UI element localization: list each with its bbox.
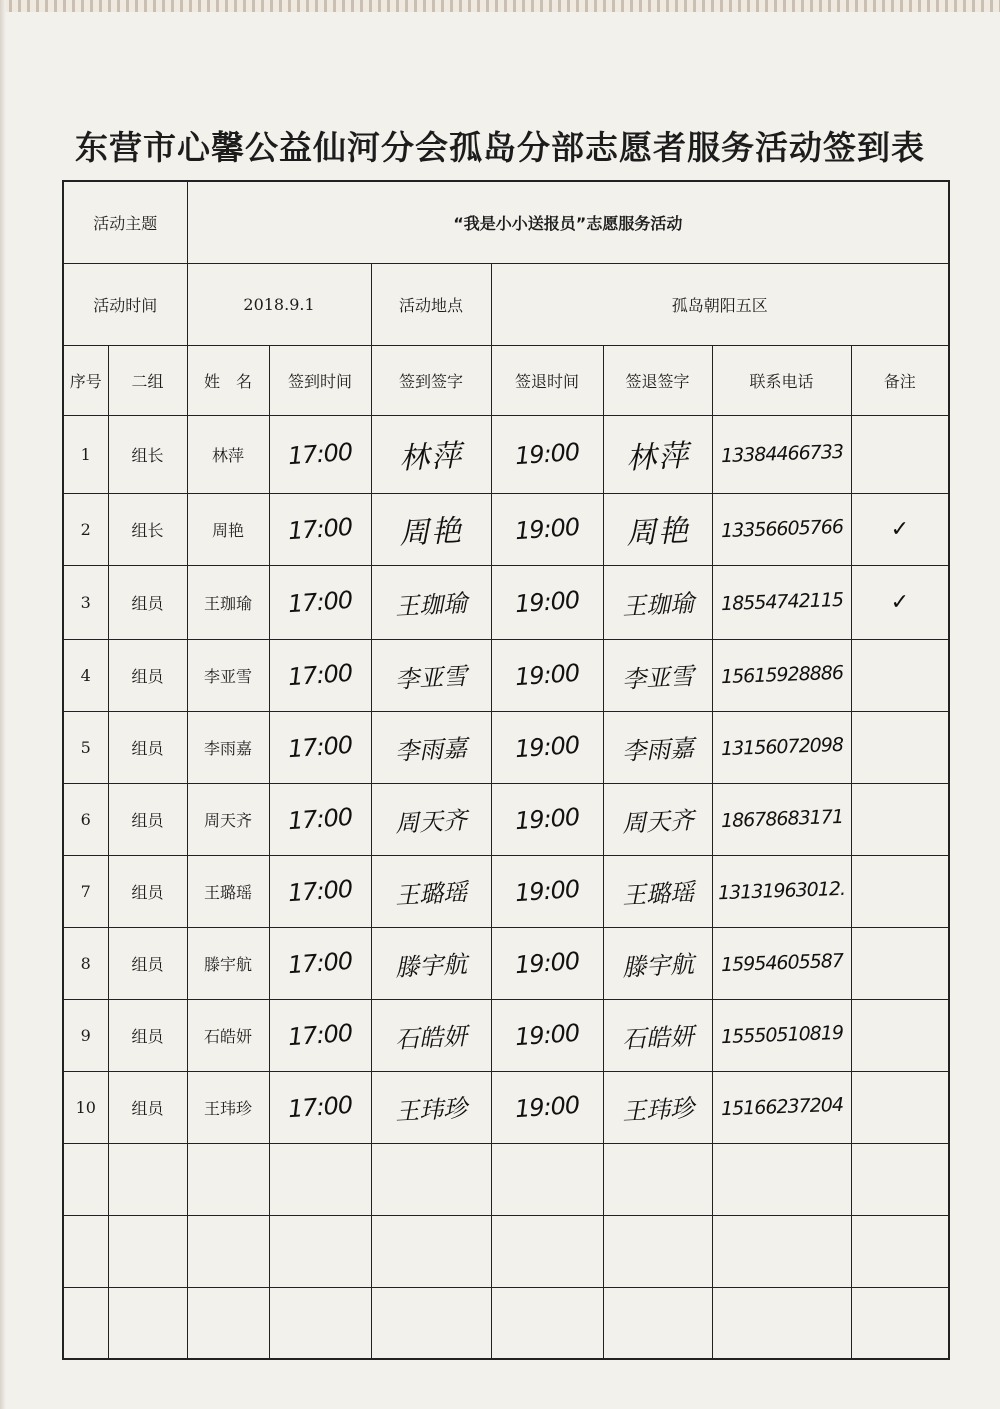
row-sign-in-time-cell	[269, 783, 371, 855]
row-note-cell	[851, 565, 949, 639]
activity-theme: “我是小小送报员”志愿服务活动	[187, 181, 949, 263]
row-sign-in-signature: 周艳	[398, 513, 465, 552]
empty-cell	[187, 1143, 269, 1215]
time-place-row	[63, 263, 949, 345]
row-sign-in-signature-cell	[371, 999, 491, 1071]
row-sign-out-signature-cell	[603, 783, 712, 855]
row-phone-cell	[712, 415, 851, 493]
empty-cell	[108, 1215, 187, 1287]
row-phone-cell	[712, 999, 851, 1071]
row-sign-in-signature: 李亚雪	[394, 661, 468, 694]
col-header-in-sign: 签到签字	[371, 345, 491, 415]
empty-row	[63, 1287, 949, 1359]
row-phone: 13356605766	[720, 515, 843, 543]
activity-place: 孤岛朝阳五区	[491, 263, 949, 345]
empty-cell	[851, 1287, 949, 1359]
empty-cell	[371, 1215, 491, 1287]
page-title: 东营市心馨公益仙河分会孤岛分部志愿者服务活动签到表	[75, 128, 925, 167]
row-sign-out-time-cell	[491, 565, 603, 639]
row-number: 5	[80, 737, 91, 757]
row-sign-out-time: 19:00	[514, 1090, 580, 1124]
row-sign-in-signature-cell	[371, 927, 491, 999]
row-sign-out-signature-cell	[603, 711, 712, 783]
page-shadow	[0, 0, 6, 1409]
row-sign-out-signature: 周艳	[624, 513, 691, 552]
row-number-cell	[63, 415, 108, 493]
row-sign-out-time: 19:00	[514, 585, 580, 619]
row-sign-in-signature-cell	[371, 565, 491, 639]
row-sign-in-time: 17:00	[287, 730, 353, 764]
empty-cell	[63, 1287, 108, 1359]
row-sign-in-signature: 李雨嘉	[394, 733, 468, 766]
row-sign-in-time-cell	[269, 565, 371, 639]
table-row	[63, 493, 949, 565]
row-sign-out-time: 19:00	[514, 946, 580, 980]
row-sign-in-signature-cell	[371, 783, 491, 855]
row-sign-out-time: 19:00	[514, 1018, 580, 1052]
row-name-cell	[187, 999, 269, 1071]
row-phone: 15550510819	[720, 1021, 843, 1049]
row-note-cell	[851, 999, 949, 1071]
row-sign-in-time: 17:00	[287, 946, 353, 980]
row-number: 3	[80, 592, 91, 612]
table-row	[63, 639, 949, 711]
row-sign-in-signature: 周天齐	[394, 805, 468, 838]
col-header-phone: 联系电话	[712, 345, 851, 415]
row-sign-in-signature-cell	[371, 711, 491, 783]
theme-label: 活动主题	[63, 181, 187, 263]
table-row	[63, 415, 949, 493]
row-phone: 15615928886	[720, 661, 843, 689]
row-phone: 13131963012.	[717, 877, 846, 905]
row-name-cell	[187, 927, 269, 999]
paper-edge	[0, 0, 1000, 12]
col-header-name: 姓 名	[187, 345, 269, 415]
row-group: 组长	[131, 445, 164, 465]
row-name: 王玮珍	[204, 1098, 253, 1118]
empty-cell	[603, 1143, 712, 1215]
row-sign-out-signature: 周天齐	[620, 805, 695, 838]
row-number: 9	[80, 1025, 91, 1045]
row-sign-out-time-cell	[491, 927, 603, 999]
row-sign-in-signature-cell	[371, 415, 491, 493]
empty-row	[63, 1143, 949, 1215]
row-name-cell	[187, 855, 269, 927]
empty-cell	[187, 1287, 269, 1359]
empty-cell	[269, 1215, 371, 1287]
row-sign-in-signature-cell	[371, 855, 491, 927]
row-phone-cell	[712, 855, 851, 927]
col-header-no: 序号	[63, 345, 108, 415]
row-group: 组员	[131, 1026, 164, 1046]
row-sign-in-signature: 王珈瑜	[394, 588, 468, 621]
row-number: 1	[80, 444, 91, 464]
row-name-cell	[187, 1071, 269, 1143]
row-phone-cell	[712, 783, 851, 855]
row-sign-out-time-cell	[491, 1071, 603, 1143]
empty-cell	[371, 1287, 491, 1359]
row-number-cell	[63, 565, 108, 639]
row-group-cell	[108, 783, 187, 855]
row-name-cell	[187, 783, 269, 855]
row-number-cell	[63, 493, 108, 565]
row-sign-in-time-cell	[269, 999, 371, 1071]
row-group: 组员	[131, 882, 164, 902]
row-group: 组长	[131, 520, 164, 540]
row-sign-out-time: 19:00	[514, 437, 580, 471]
row-name-cell	[187, 565, 269, 639]
row-sign-in-time-cell	[269, 639, 371, 711]
row-sign-in-time: 17:00	[287, 1018, 353, 1052]
row-sign-out-time: 19:00	[514, 874, 580, 908]
row-number: 2	[80, 519, 91, 539]
empty-cell	[851, 1215, 949, 1287]
row-phone-cell	[712, 639, 851, 711]
row-sign-in-time-cell	[269, 415, 371, 493]
row-group-cell	[108, 415, 187, 493]
row-sign-out-signature-cell	[603, 565, 712, 639]
empty-cell	[603, 1287, 712, 1359]
row-name: 李雨嘉	[204, 738, 253, 758]
row-group-cell	[108, 1071, 187, 1143]
row-phone: 15954605587	[720, 949, 843, 977]
row-note-cell	[851, 493, 949, 565]
row-sign-out-signature-cell	[603, 855, 712, 927]
time-label: 活动时间	[63, 263, 187, 345]
row-number-cell	[63, 639, 108, 711]
row-sign-in-signature: 王璐瑶	[394, 877, 468, 910]
row-note-cell	[851, 711, 949, 783]
theme-row	[63, 181, 949, 263]
row-number-cell	[63, 711, 108, 783]
empty-cell	[712, 1287, 851, 1359]
row-sign-in-time-cell	[269, 1071, 371, 1143]
row-note-cell	[851, 1071, 949, 1143]
row-sign-in-time: 17:00	[287, 585, 353, 619]
row-sign-out-time-cell	[491, 639, 603, 711]
row-sign-out-time: 19:00	[514, 658, 580, 692]
row-name: 周天齐	[204, 810, 253, 830]
row-group-cell	[108, 927, 187, 999]
row-name-cell	[187, 711, 269, 783]
col-header-in-time: 签到时间	[269, 345, 371, 415]
row-phone-cell	[712, 1071, 851, 1143]
row-sign-in-time-cell	[269, 855, 371, 927]
empty-cell	[851, 1143, 949, 1215]
table-row	[63, 927, 949, 999]
row-group-cell	[108, 493, 187, 565]
row-sign-out-signature-cell	[603, 927, 712, 999]
empty-cell	[712, 1143, 851, 1215]
row-sign-out-signature: 王珈瑜	[620, 588, 695, 621]
row-phone-cell	[712, 565, 851, 639]
row-name-cell	[187, 493, 269, 565]
row-sign-out-signature-cell	[603, 999, 712, 1071]
row-number-cell	[63, 855, 108, 927]
row-phone-cell	[712, 927, 851, 999]
row-sign-out-time-cell	[491, 783, 603, 855]
row-sign-in-signature: 王玮珍	[394, 1093, 468, 1126]
row-note: ✓	[890, 589, 910, 615]
row-sign-out-time: 19:00	[514, 512, 580, 546]
row-note: ✓	[890, 516, 910, 542]
row-name: 王璐瑶	[204, 882, 253, 902]
row-sign-out-time-cell	[491, 999, 603, 1071]
row-phone: 13156072098	[720, 733, 843, 761]
row-number-cell	[63, 927, 108, 999]
col-header-group: 二组	[108, 345, 187, 415]
row-group: 组员	[131, 738, 164, 758]
row-sign-in-time: 17:00	[287, 658, 353, 692]
row-name: 周艳	[212, 520, 245, 540]
row-sign-out-time-cell	[491, 493, 603, 565]
row-sign-out-signature: 滕宇航	[620, 949, 695, 982]
table-row	[63, 783, 949, 855]
row-note-cell	[851, 415, 949, 493]
header-row	[63, 345, 949, 415]
table-row	[63, 1071, 949, 1143]
col-header-note: 备注	[851, 345, 949, 415]
row-sign-out-time: 19:00	[514, 730, 580, 764]
row-sign-in-signature: 林萍	[398, 438, 465, 477]
row-group: 组员	[131, 666, 164, 686]
place-label: 活动地点	[371, 263, 491, 345]
table-row	[63, 999, 949, 1071]
row-group-cell	[108, 565, 187, 639]
empty-row	[63, 1215, 949, 1287]
row-group: 组员	[131, 954, 164, 974]
empty-cell	[371, 1143, 491, 1215]
sign-in-table	[62, 180, 950, 1360]
row-sign-out-time-cell	[491, 711, 603, 783]
empty-cell	[491, 1287, 603, 1359]
row-phone-cell	[712, 493, 851, 565]
empty-cell	[63, 1215, 108, 1287]
table-row	[63, 565, 949, 639]
row-sign-out-signature: 王璐瑶	[620, 877, 695, 910]
row-sign-in-time: 17:00	[287, 512, 353, 546]
row-number: 6	[80, 809, 91, 829]
row-sign-in-time: 17:00	[287, 802, 353, 836]
row-group: 组员	[131, 593, 164, 613]
row-sign-out-time: 19:00	[514, 802, 580, 836]
row-number: 8	[80, 953, 91, 973]
empty-cell	[108, 1143, 187, 1215]
row-number: 4	[80, 665, 91, 685]
row-note-cell	[851, 783, 949, 855]
row-group-cell	[108, 639, 187, 711]
row-sign-out-signature: 李亚雪	[620, 661, 695, 694]
row-sign-in-time-cell	[269, 927, 371, 999]
row-sign-in-time: 17:00	[287, 1090, 353, 1124]
row-note-cell	[851, 855, 949, 927]
row-sign-in-signature: 石皓妍	[394, 1021, 468, 1054]
row-sign-out-signature-cell	[603, 1071, 712, 1143]
row-name: 王珈瑜	[204, 593, 253, 613]
row-sign-in-time-cell	[269, 493, 371, 565]
empty-cell	[491, 1143, 603, 1215]
row-phone-cell	[712, 711, 851, 783]
row-group: 组员	[131, 810, 164, 830]
row-sign-out-signature: 王玮珍	[620, 1093, 695, 1126]
row-name: 李亚雪	[204, 666, 253, 686]
row-phone: 15166237204	[720, 1093, 843, 1121]
row-name-cell	[187, 639, 269, 711]
row-group: 组员	[131, 1098, 164, 1118]
row-phone: 13384466733	[720, 440, 843, 468]
row-sign-in-signature: 滕宇航	[394, 949, 468, 982]
table-row	[63, 855, 949, 927]
activity-time: 2018.9.1	[187, 263, 371, 345]
row-sign-out-signature: 李雨嘉	[620, 733, 695, 766]
row-number-cell	[63, 783, 108, 855]
empty-cell	[269, 1143, 371, 1215]
empty-cell	[269, 1287, 371, 1359]
empty-cell	[187, 1215, 269, 1287]
row-name: 石皓妍	[204, 1026, 253, 1046]
row-phone: 18678683171	[720, 805, 843, 833]
row-sign-in-signature-cell	[371, 639, 491, 711]
empty-cell	[603, 1215, 712, 1287]
row-sign-out-signature-cell	[603, 639, 712, 711]
row-number-cell	[63, 999, 108, 1071]
row-sign-out-signature: 林萍	[624, 438, 691, 477]
row-sign-out-signature-cell	[603, 493, 712, 565]
row-sign-in-signature-cell	[371, 493, 491, 565]
row-phone: 18554742115	[720, 588, 843, 616]
row-sign-out-signature-cell	[603, 415, 712, 493]
row-sign-out-signature: 石皓妍	[620, 1021, 695, 1054]
row-sign-in-signature-cell	[371, 1071, 491, 1143]
row-number: 10	[75, 1097, 96, 1117]
empty-cell	[712, 1215, 851, 1287]
row-number: 7	[80, 881, 91, 901]
row-number-cell	[63, 1071, 108, 1143]
row-name-cell	[187, 415, 269, 493]
table-row	[63, 711, 949, 783]
row-sign-out-time-cell	[491, 415, 603, 493]
row-sign-out-time-cell	[491, 855, 603, 927]
empty-cell	[108, 1287, 187, 1359]
row-name: 滕宇航	[204, 954, 253, 974]
row-note-cell	[851, 927, 949, 999]
row-group-cell	[108, 999, 187, 1071]
row-group-cell	[108, 711, 187, 783]
empty-cell	[63, 1143, 108, 1215]
row-name: 林萍	[212, 445, 245, 465]
row-group-cell	[108, 855, 187, 927]
row-sign-in-time: 17:00	[287, 874, 353, 908]
row-sign-in-time-cell	[269, 711, 371, 783]
row-sign-in-time: 17:00	[287, 437, 353, 471]
row-note-cell	[851, 639, 949, 711]
empty-cell	[491, 1215, 603, 1287]
col-header-out-sign: 签退签字	[603, 345, 712, 415]
col-header-out-time: 签退时间	[491, 345, 603, 415]
